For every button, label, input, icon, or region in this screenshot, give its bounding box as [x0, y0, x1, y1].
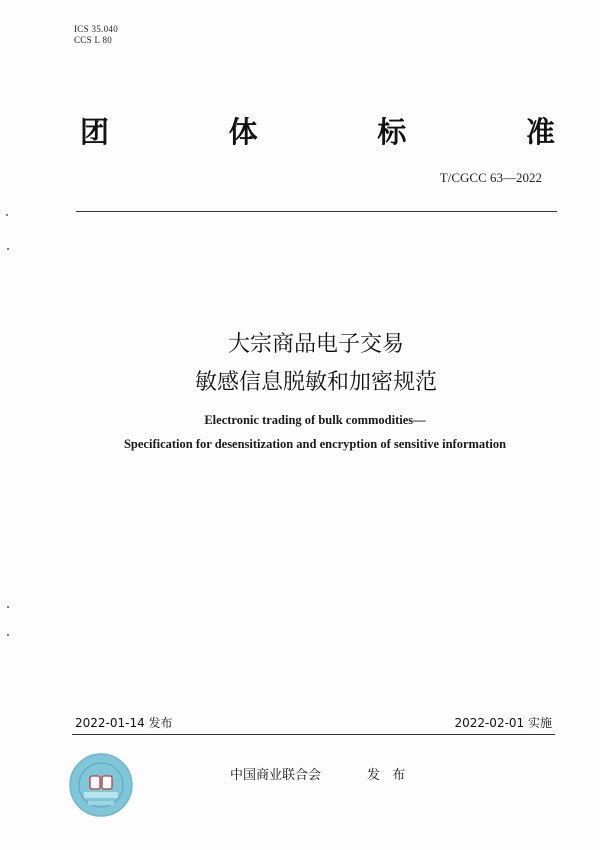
seal-emblem-right — [102, 776, 112, 789]
scan-artifact — [7, 248, 9, 250]
seal-band — [84, 792, 118, 798]
chinese-title-line-2: 敏感信息脱敏和加密规范 — [194, 370, 437, 395]
publish-verb: 发 布 — [367, 768, 410, 783]
publisher-name: 中国商业联合会 — [230, 768, 322, 783]
scan-artifact — [7, 634, 9, 636]
ccs-code: CCS L 80 — [74, 35, 113, 45]
doc-type-char: 体 — [228, 115, 258, 149]
footer-divider — [72, 734, 555, 735]
implementation-date: 2022-02-01 实施 — [454, 716, 552, 730]
doc-type-char: 标 — [377, 115, 407, 149]
doc-type-char: 团 — [80, 115, 110, 149]
seal-footer-band — [88, 801, 114, 805]
english-title-line-2: Specification for desensitization and encryption of sensitive information — [123, 437, 507, 451]
seal-emblem-left — [90, 776, 100, 789]
english-title-line-1: Electronic trading of bulk commodities— — [204, 413, 426, 427]
doc-type-char: 准 — [525, 115, 555, 149]
header-divider — [76, 211, 557, 212]
standard-number: T/CGCC 63—2022 — [439, 170, 542, 185]
scan-artifact — [6, 214, 8, 216]
classification-codes — [74, 24, 118, 46]
issue-date: 2022-01-14 发布 — [75, 716, 173, 730]
publisher-seal-icon — [68, 752, 134, 818]
chinese-title-line-1: 大宗商品电子交易 — [227, 332, 404, 357]
scan-artifact — [7, 606, 9, 608]
document-type-heading — [80, 110, 555, 151]
ics-code: ICS 35.040 — [74, 24, 119, 34]
